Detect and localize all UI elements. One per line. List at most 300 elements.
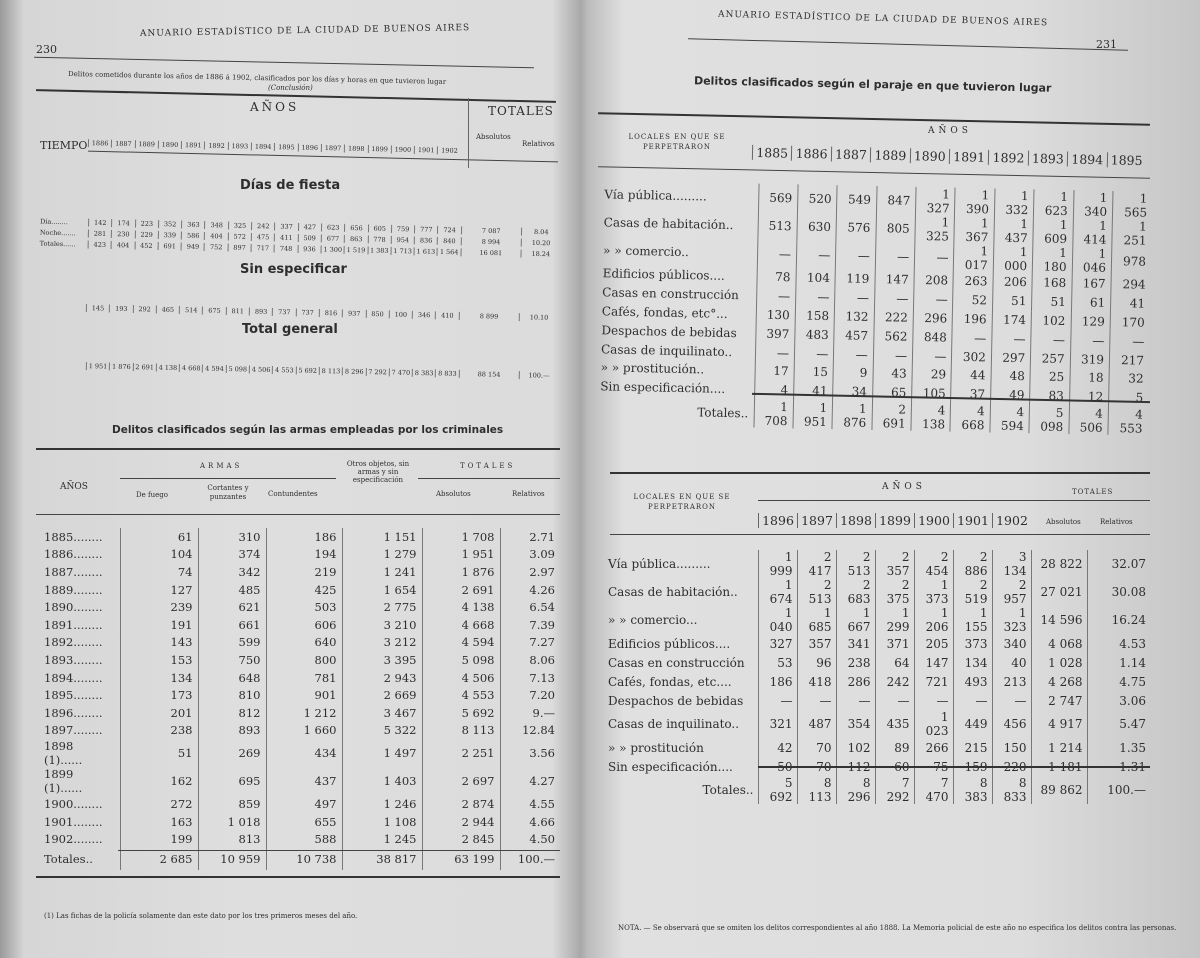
table2-locales: LOCALES EN QUE SE PERPETRARON — [633, 493, 731, 511]
armas-cell: 3 395 — [342, 651, 422, 669]
armas-row — [36, 830, 560, 848]
armas-cell: 4 594 — [422, 634, 500, 652]
armas-cell: 800 — [266, 651, 342, 669]
mini-cell: 193 — [109, 305, 132, 313]
paraje-cell: 483 — [795, 325, 835, 345]
top-caption-sub: (Conclusión) — [268, 84, 313, 92]
armas-cell: 2.71 — [500, 528, 560, 546]
table2-bottom-rule — [758, 766, 1150, 768]
table2-top-rule — [610, 472, 1150, 474]
paraje-total-cell: 8 383 — [953, 776, 992, 804]
armas-cell: 781 — [266, 669, 342, 687]
paraje-cell: 2 683 — [836, 578, 875, 606]
year-cell: 1886 — [791, 146, 831, 162]
paraje-cell: 321 — [758, 710, 797, 738]
mini-cell: 752 — [204, 243, 227, 251]
armas-cell: 588 — [266, 830, 342, 848]
armas-total-cell: 63 199 — [422, 848, 500, 870]
mini-cell: 623 — [321, 223, 344, 231]
armas-total-cell: 38 817 — [342, 848, 422, 870]
table2-year-row — [758, 510, 1031, 529]
mini-cell: 100 — [389, 310, 412, 318]
paraje-cell: 1 180 — [1033, 245, 1073, 274]
armas-row — [36, 722, 560, 740]
armas-cell: 74 — [120, 563, 198, 581]
paraje-cell: — — [912, 346, 952, 366]
mini-cell: 8 383 — [412, 369, 435, 377]
top-year-cell: 1893 — [228, 142, 251, 150]
paraje-cell: — — [914, 243, 954, 272]
paraje-cell: 493 — [953, 672, 992, 691]
paraje-cell: 89 — [875, 738, 914, 757]
armas-row — [36, 813, 560, 831]
armas-cell: 374 — [198, 546, 266, 564]
paraje-cell: 18 — [1070, 368, 1110, 388]
paraje-cell: 2 417 — [797, 550, 836, 578]
left-footnote: (1) Las fichas de la policía solamente dan este dato por los tres primeros meses del año. — [44, 912, 358, 920]
mini-cell: 8 113 — [319, 367, 342, 375]
mini-cell: 4 138 — [156, 364, 179, 372]
mini-cell: 411 — [274, 233, 297, 241]
armas-cell: 191 — [120, 616, 198, 634]
mini-cell: 7 470 — [389, 368, 412, 376]
armas-cell: 1893........ — [44, 652, 103, 667]
paraje-cell: 1 674 — [758, 578, 797, 606]
armas-cell: 1 018 — [198, 813, 266, 831]
top-year-cell: 1887 — [111, 140, 134, 148]
paraje-cell: 49 — [990, 385, 1030, 405]
paraje-cell: 2 375 — [875, 578, 914, 606]
page-number-left: 230 — [36, 43, 57, 56]
paraje-cell: 1 414 — [1072, 218, 1112, 247]
mini-abs: 8 994 — [460, 237, 520, 246]
paraje-cell: 371 — [875, 634, 914, 653]
armas-cell: 1 279 — [342, 546, 422, 564]
table1-top-rule — [598, 112, 1150, 126]
armas-cell: 5 098 — [422, 651, 500, 669]
year-cell: 1891 — [949, 149, 989, 165]
paraje-cell: 65 — [872, 383, 912, 403]
paraje-cell: 168 — [1032, 273, 1072, 293]
mini-row-label: Día........ — [40, 217, 68, 227]
paraje-cell: 721 — [914, 672, 953, 691]
paraje-cell: 41 — [1110, 294, 1150, 314]
mini-abs: 16 081 — [460, 248, 520, 257]
armas-totals-row — [36, 848, 560, 870]
paraje-cell: 48 — [991, 366, 1031, 386]
mini-rel: 18.24 — [520, 250, 560, 259]
year-cell: 1898 — [836, 513, 875, 528]
sin-especificar-row — [86, 295, 559, 322]
armas-cell: 437 — [266, 767, 342, 795]
armas-header-rule — [36, 514, 560, 515]
paraje-cell: 1 437 — [994, 216, 1034, 245]
table1-header-rule — [598, 166, 1150, 179]
paraje-cell: 341 — [836, 634, 875, 653]
year-cell: 1902 — [992, 513, 1031, 528]
paraje-cell: » » comercio.. — [602, 243, 689, 260]
paraje-cell: 1 214 — [1031, 738, 1087, 757]
paraje-cell: 147 — [914, 653, 953, 672]
year-cell: 1897 — [797, 513, 836, 528]
paraje-cell: Casas de habitación.. — [608, 585, 738, 599]
mini-cell: 423 — [88, 241, 111, 249]
armas-cell: 2 775 — [342, 598, 422, 616]
paraje-cell: — — [835, 288, 875, 308]
paraje-cell: 1.31 — [1087, 757, 1150, 776]
paraje-cell: — — [796, 240, 836, 269]
paraje-cell: 340 — [992, 634, 1031, 653]
armas-cell: 6.54 — [500, 598, 560, 616]
mini-cell: 850 — [365, 310, 388, 318]
armas-cell: 5 322 — [342, 722, 422, 740]
paraje-cell: 418 — [797, 672, 836, 691]
mini-cell: 339 — [158, 231, 181, 239]
mini-cell: 7 292 — [365, 368, 388, 376]
armas-cell: 1 660 — [266, 722, 342, 740]
armas-cell: 1900........ — [44, 796, 103, 811]
armas-relativos: Relativos — [512, 490, 545, 498]
paraje-total-cell: 2 691 — [872, 402, 912, 431]
mini-cell: 410 — [435, 311, 458, 319]
paraje-cell: 217 — [1109, 350, 1149, 370]
mini-cell: 4 506 — [249, 365, 272, 373]
dias-fiesta-heading: Días de fiesta — [240, 178, 341, 193]
paraje-cell: — — [874, 289, 914, 309]
mini-cell: 230 — [111, 230, 134, 238]
armas-cell: 4 668 — [422, 616, 500, 634]
paraje-total-cell: 1 876 — [832, 401, 872, 430]
paraje-total-cell: 5 098 — [1029, 405, 1069, 434]
paraje-cell: — — [1110, 331, 1150, 351]
armas-cell: 621 — [198, 598, 266, 616]
table1-anos: AÑOS — [928, 126, 972, 136]
paraje-cell: 104 — [796, 268, 836, 288]
armas-cell: 7.20 — [500, 686, 560, 704]
armas-cell: 810 — [198, 686, 266, 704]
armas-cell: 3.09 — [500, 546, 560, 564]
top-totales-header: TOTALES — [488, 104, 554, 118]
paraje-cell: 206 — [993, 272, 1033, 292]
paraje-cell: 112 — [836, 757, 875, 776]
year-cell: 1892 — [988, 150, 1028, 166]
armas-cell: 1897........ — [44, 723, 103, 738]
paraje-cell: 2 886 — [953, 550, 992, 578]
paraje-cell: — — [914, 691, 953, 710]
paraje-cell: 196 — [953, 309, 993, 329]
year-cell: 1890 — [909, 148, 949, 164]
table2-sub-rule — [758, 500, 1150, 501]
paraje-cell: 70 — [797, 757, 836, 776]
paraje-cell: 4.75 — [1087, 672, 1150, 691]
mini-cell: 893 — [249, 307, 272, 315]
paraje-cell: — — [756, 286, 796, 306]
paraje-cell: Casas en construcción — [602, 285, 740, 303]
paraje-cell: 29 — [912, 365, 952, 385]
armas-cell: 238 — [120, 722, 198, 740]
year-cell: 1894 — [1067, 151, 1107, 167]
mini-cell: 937 — [342, 309, 365, 317]
top-absolutos: Absolutos — [476, 133, 511, 141]
mini-cell: 677 — [321, 234, 344, 242]
mini-cell: 174 — [111, 219, 134, 227]
paraje-cell: 41 — [793, 381, 833, 401]
mini-cell: 737 — [295, 308, 318, 316]
armas-cell: 4 506 — [422, 669, 500, 687]
paraje-cell: 847 — [876, 186, 916, 215]
armas-cell: 219 — [266, 563, 342, 581]
armas-cell: 1891........ — [44, 617, 103, 632]
mini-cell: 1 519 — [344, 246, 367, 254]
armas-row — [36, 598, 560, 616]
armas-cell: 8 113 — [422, 722, 500, 740]
paraje-cell: 630 — [797, 212, 837, 241]
mini-cell: 777 — [414, 225, 437, 233]
armas-cell: 599 — [198, 634, 266, 652]
armas-cell: 342 — [198, 563, 266, 581]
table2-totales: TOTALES — [1072, 488, 1114, 496]
paraje-cell: 3 134 — [992, 550, 1031, 578]
paraje-cell: 1 206 — [914, 606, 953, 634]
paraje-cell: 16.24 — [1087, 606, 1150, 634]
paraje-total-cell: 4 553 — [1108, 407, 1148, 436]
paraje-cell: 1 667 — [836, 606, 875, 634]
top-year-cell: 1892 — [204, 142, 227, 150]
year-cell: 1900 — [914, 513, 953, 528]
paraje-row — [606, 738, 1150, 757]
armas-cell: 2 697 — [422, 767, 500, 795]
armas-cell: 186 — [266, 528, 342, 546]
mini-cell: 605 — [368, 224, 391, 232]
armas-cell: 1 708 — [422, 528, 500, 546]
armas-total-cell: Totales.. — [44, 851, 93, 866]
armas-cell: 4 553 — [422, 686, 500, 704]
armas-cell: 163 — [120, 813, 198, 831]
mini-cell: 404 — [111, 241, 134, 249]
top-year-cell: 1898 — [344, 144, 367, 152]
paraje-row — [606, 710, 1150, 738]
paraje-total-cell: 4 594 — [990, 404, 1030, 433]
armas-cell: 485 — [198, 581, 266, 599]
mini-cell: 4 553 — [272, 366, 295, 374]
fiesta-rows — [39, 209, 561, 259]
paraje-cell: 1 046 — [1072, 246, 1112, 275]
armas-row — [36, 669, 560, 687]
paraje-row — [606, 653, 1150, 672]
paraje-cell: 257 — [1031, 348, 1071, 368]
armas-row — [36, 795, 560, 813]
paraje-cell: 61 — [1071, 293, 1111, 313]
armas-cell: 61 — [120, 528, 198, 546]
paraje-cell: » » comercio... — [608, 613, 698, 627]
paraje-cell: 170 — [1110, 313, 1150, 333]
paraje-cell: 60 — [875, 757, 914, 776]
paraje-total-cell: 1 951 — [793, 400, 833, 429]
paraje-cell: 9 — [833, 363, 873, 383]
paraje-cell: 2 513 — [797, 578, 836, 606]
paraje-cell: Cafés, fondas, etc.... — [608, 674, 732, 689]
table2-absolutos: Absolutos — [1046, 518, 1081, 526]
paraje-total-cell: 8 113 — [797, 776, 836, 804]
paraje-cell: 215 — [953, 738, 992, 757]
paraje-cell: — — [755, 343, 795, 363]
paraje-cell: 186 — [758, 672, 797, 691]
armas-row — [36, 739, 560, 767]
paraje-row — [606, 550, 1150, 578]
paraje-totals-row — [606, 776, 1150, 804]
paraje-cell: 1 323 — [992, 606, 1031, 634]
mini-cell: 816 — [319, 309, 342, 317]
top-year-cell: 1894 — [251, 143, 274, 151]
mini-cell: 656 — [344, 224, 367, 232]
paraje-cell: Vía pública......... — [604, 187, 707, 204]
head-rule-right — [688, 38, 1128, 51]
paraje-cell: 44 — [951, 366, 991, 386]
armas-cell: 4.66 — [500, 813, 560, 831]
paraje-cell: 208 — [914, 271, 954, 291]
armas-cell: 1 241 — [342, 563, 422, 581]
armas-cell: 239 — [120, 598, 198, 616]
paraje-cell: — — [875, 242, 915, 271]
mini-cell: 954 — [391, 236, 414, 244]
armas-totals-rule — [118, 850, 560, 851]
mini-rel: 10.10 — [518, 313, 558, 322]
paraje-cell: 456 — [992, 710, 1031, 738]
paraje-cell: 1 181 — [1031, 757, 1087, 776]
mini-cell: 514 — [179, 306, 202, 314]
armas-cell: 1895........ — [44, 688, 103, 703]
paraje-cell: 75 — [914, 757, 953, 776]
armas-sub-rule — [120, 478, 336, 479]
paraje-cell: 327 — [758, 634, 797, 653]
paraje-cell: 1 390 — [955, 188, 995, 217]
sin-especificar-heading: Sin especificar — [240, 262, 347, 277]
mini-cell: 229 — [134, 231, 157, 239]
paraje-cell: 2 513 — [836, 550, 875, 578]
mini-cell: 1 613 — [414, 247, 437, 255]
armas-cell: 750 — [198, 651, 266, 669]
paraje-cell: 373 — [953, 634, 992, 653]
right-page — [588, 0, 1200, 958]
paraje-total-cell: 8 296 — [836, 776, 875, 804]
paraje-cell: 2 454 — [914, 550, 953, 578]
paraje-cell: — — [1031, 330, 1071, 350]
paraje-cell: 70 — [797, 738, 836, 757]
paraje-cell: 848 — [913, 327, 953, 347]
mini-cell: 348 — [204, 221, 227, 229]
paraje-cell: 1 028 — [1031, 653, 1087, 672]
paraje-cell: 4 — [754, 380, 794, 400]
paraje-cell: 978 — [1111, 247, 1151, 276]
top-anos-header: AÑOS — [250, 100, 300, 114]
paraje-cell: 435 — [875, 710, 914, 738]
mini-cell: 675 — [202, 306, 225, 314]
mini-cell: 737 — [272, 308, 295, 316]
top-year-cell: 1890 — [158, 141, 181, 149]
paraje-total-cell: 5 692 — [758, 776, 797, 804]
armas-cell: 4.26 — [500, 581, 560, 599]
mini-cell: 840 — [437, 237, 460, 245]
armas-cell: 194 — [266, 546, 342, 564]
paraje-cell: Casas de inquilinato.. — [600, 341, 733, 359]
armas-cell: 648 — [198, 669, 266, 687]
mini-cell: 1 300 — [320, 245, 343, 253]
mini-cell: 2 691 — [132, 363, 155, 371]
paraje-cell: 1 565 — [1112, 191, 1152, 220]
year-cell: 1887 — [831, 147, 871, 163]
armas-cell: 661 — [198, 616, 266, 634]
paraje-cell: 296 — [913, 308, 953, 328]
mini-cell: 1 713 — [390, 247, 413, 255]
mini-rel: 10.20 — [520, 239, 560, 248]
paraje-cell: 1 332 — [994, 189, 1034, 218]
top-year-cell: 1900 — [391, 145, 414, 153]
top-year-cell: 1902 — [437, 146, 460, 154]
armas-cell: 173 — [120, 686, 198, 704]
paraje-cell: 576 — [836, 213, 876, 242]
paraje-cell: 105 — [912, 384, 952, 404]
paraje-cell: 32.07 — [1087, 550, 1150, 578]
paraje-cell: 238 — [836, 653, 875, 672]
armas-table — [36, 528, 560, 870]
paraje-cell: 64 — [875, 653, 914, 672]
paraje-cell: — — [836, 691, 875, 710]
table1-locales: LOCALES EN QUE SE PERPETRARON — [628, 133, 726, 151]
paraje-row — [606, 672, 1150, 691]
paraje-cell: 132 — [834, 307, 874, 327]
paraje-cell: 263 — [953, 272, 993, 292]
mini-cell: 691 — [157, 242, 180, 250]
paraje-cell: 43 — [873, 364, 913, 384]
armas-cell: 640 — [266, 634, 342, 652]
paraje-cell: — — [834, 344, 874, 364]
armas-cell: 1885........ — [44, 529, 103, 544]
armas-cell: 3 212 — [342, 634, 422, 652]
paraje-cell: 2 957 — [992, 578, 1031, 606]
mini-cell: 465 — [156, 306, 179, 314]
paraje-cell: 2 747 — [1031, 691, 1087, 710]
paraje-cell: 42 — [758, 738, 797, 757]
paraje-cell: 1 017 — [954, 244, 994, 273]
paraje-cell: 51 — [1032, 292, 1072, 312]
paraje-cell: 174 — [992, 310, 1032, 330]
paraje-cell: 242 — [875, 672, 914, 691]
mini-cell: 572 — [228, 232, 251, 240]
paraje-row — [606, 691, 1150, 710]
paraje-cell: 53 — [758, 653, 797, 672]
mini-cell: 5 098 — [226, 365, 249, 373]
mini-cell: 337 — [274, 222, 297, 230]
paraje-title: Delitos clasificados según el paraje en que tuvieron lugar — [693, 74, 1052, 95]
tiempo-header: TIEMPO — [40, 139, 88, 152]
mini-cell: 404 — [204, 232, 227, 240]
paraje-cell: 3.06 — [1087, 691, 1150, 710]
armas-cell: 7.13 — [500, 669, 560, 687]
page-number-right: 231 — [1096, 38, 1117, 51]
paraje-cell: — — [797, 691, 836, 710]
mini-cell: 811 — [226, 307, 249, 315]
mini-cell: 586 — [181, 232, 204, 240]
running-head-right: ANUARIO ESTADÍSTICO DE LA CIUDAD DE BUENOS AIRES — [717, 9, 1049, 29]
paraje-cell: 129 — [1071, 312, 1111, 332]
paraje-total-cell: 7 470 — [914, 776, 953, 804]
paraje-total-cell: 7 292 — [875, 776, 914, 804]
mini-cell: 509 — [297, 234, 320, 242]
armas-cell: 2 691 — [422, 581, 500, 599]
paraje-cell: — — [952, 328, 992, 348]
otros-header: Otros objetos, sin armas y sin especificación — [346, 460, 410, 484]
paraje-cell: 2 519 — [953, 578, 992, 606]
